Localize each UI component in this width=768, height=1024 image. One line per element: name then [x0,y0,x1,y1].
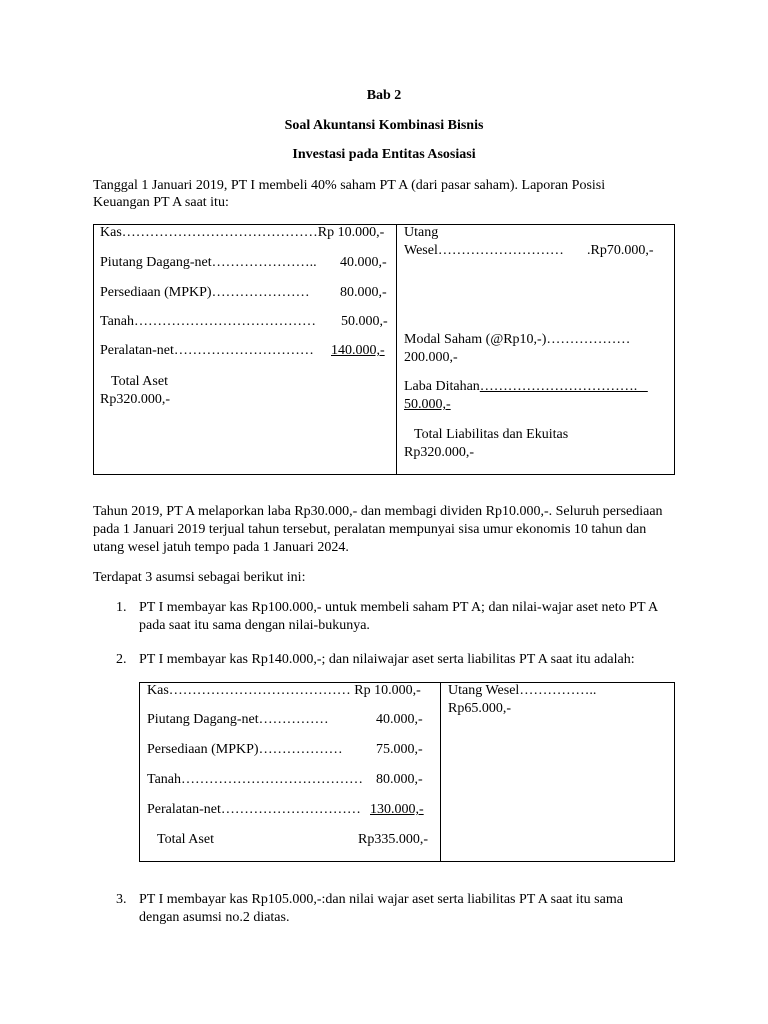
balance-sheet-1-divider [396,224,397,475]
bs2-utang-wesel-label: Utang Wesel…………….. [448,683,597,698]
bs1-tanah-value: 50.000,- [341,314,388,329]
bs1-persediaan-value: 80.000,- [340,285,387,300]
balance-sheet-2-divider [440,682,441,862]
bs2-persediaan-label: Persediaan (MPKP)……………… [147,742,343,757]
paragraph-2-line-2: pada 1 Januari 2019 terjual tahun tersebut, peralatan mempunyai sisa umur ekonomis 10 tahun dan [93,522,647,537]
bs1-modal-value: 200.000,- [404,350,458,365]
bs2-persediaan-value: 75.000,- [376,742,423,757]
bs2-tanah-value: 80.000,- [376,772,423,787]
bs1-total-aset-label: Total Aset [111,374,168,389]
document-title: Soal Akuntansi Kombinasi Bisnis [284,118,484,133]
assumption-2-number: 2. [116,652,127,667]
assumption-1-line-1: PT I membayar kas Rp100.000,- untuk membeli saham PT A; dan nilai-wajar aset neto PT A [139,600,659,615]
assumption-3-line-1: PT I membayar kas Rp105.000,-:dan nilai wajar aset serta liabilitas PT A saat itu sama [139,892,623,907]
assumptions-intro: Terdapat 3 asumsi sebagai berikut ini: [93,570,306,585]
bs2-piutang-value: 40.000,- [376,712,423,727]
assumption-2-line-1: PT I membayar kas Rp140.000,-; dan nilaiwajar aset serta liabilitas PT A saat itu adalah: [139,652,635,667]
bs1-utang-label: Utang [404,225,439,240]
bs1-laba-label: Laba Ditahan [404,379,480,394]
bs2-kas: Kas………………………………… Rp 10.000,- [147,683,421,698]
bs2-peralatan-label: Peralatan-net………………………… [147,802,361,817]
assumption-3-line-2: dengan asumsi no.2 diatas. [139,910,290,925]
assumption-1-number: 1. [116,600,127,615]
bs2-peralatan-value: 130.000,- [370,802,424,817]
bs1-laba-value: 50.000,- [404,397,451,412]
bs2-total-aset-label: Total Aset [157,832,214,847]
bs1-modal-label: Modal Saham (@Rp10,-)……………… [404,332,631,347]
bs1-piutang-value: 40.000,- [340,255,387,270]
bs1-laba-dots: ……………………………. [479,379,648,394]
bs1-peralatan-value: 140.000,- [331,343,385,358]
bs1-piutang-label: Piutang Dagang-net………………….. [100,255,317,270]
bs1-wesel-value: .Rp70.000,- [587,243,654,258]
intro-line-2: Keuangan PT A saat itu: [93,195,229,210]
bs2-utang-wesel-value: Rp65.000,- [448,701,511,716]
intro-line-1: Tanggal 1 Januari 2019, PT I membeli 40% saham PT A (dari pasar saham). Laporan Posisi [93,178,606,193]
bs1-wesel-label: Wesel……………………… [404,243,564,258]
bs1-peralatan-label: Peralatan-net………………………… [100,343,314,358]
bs1-laba-row [404,378,648,396]
bs1-persediaan-label: Persediaan (MPKP)………………… [100,285,310,300]
bs1-kas: Kas……………………………………Rp 10.000,- [100,225,385,240]
bs1-total-le-label: Total Liabilitas dan Ekuitas [414,427,569,442]
bs2-total-aset-value: Rp335.000,- [358,832,428,847]
paragraph-2-line-1: Tahun 2019, PT A melaporkan laba Rp30.000,- dan membagi dividen Rp10.000,-. Seluruh persediaan [93,504,663,519]
bs1-total-le-value: Rp320.000,- [404,445,474,460]
bs1-tanah-label: Tanah………………………………… [100,314,317,329]
paragraph-2-line-3: utang wesel jatuh tempo pada 1 Januari 2024. [93,540,349,555]
document-subtitle: Investasi pada Entitas Asosiasi [292,147,476,162]
assumption-3-number: 3. [116,892,127,907]
assumption-1-line-2: pada saat itu sama dengan nilai-bukunya. [139,618,370,633]
bs2-tanah-label: Tanah………………………………… [147,772,364,787]
bs2-piutang-label: Piutang Dagang-net…………… [147,712,329,727]
bs1-total-aset-value: Rp320.000,- [100,392,170,407]
chapter-heading: Bab 2 [366,88,402,103]
